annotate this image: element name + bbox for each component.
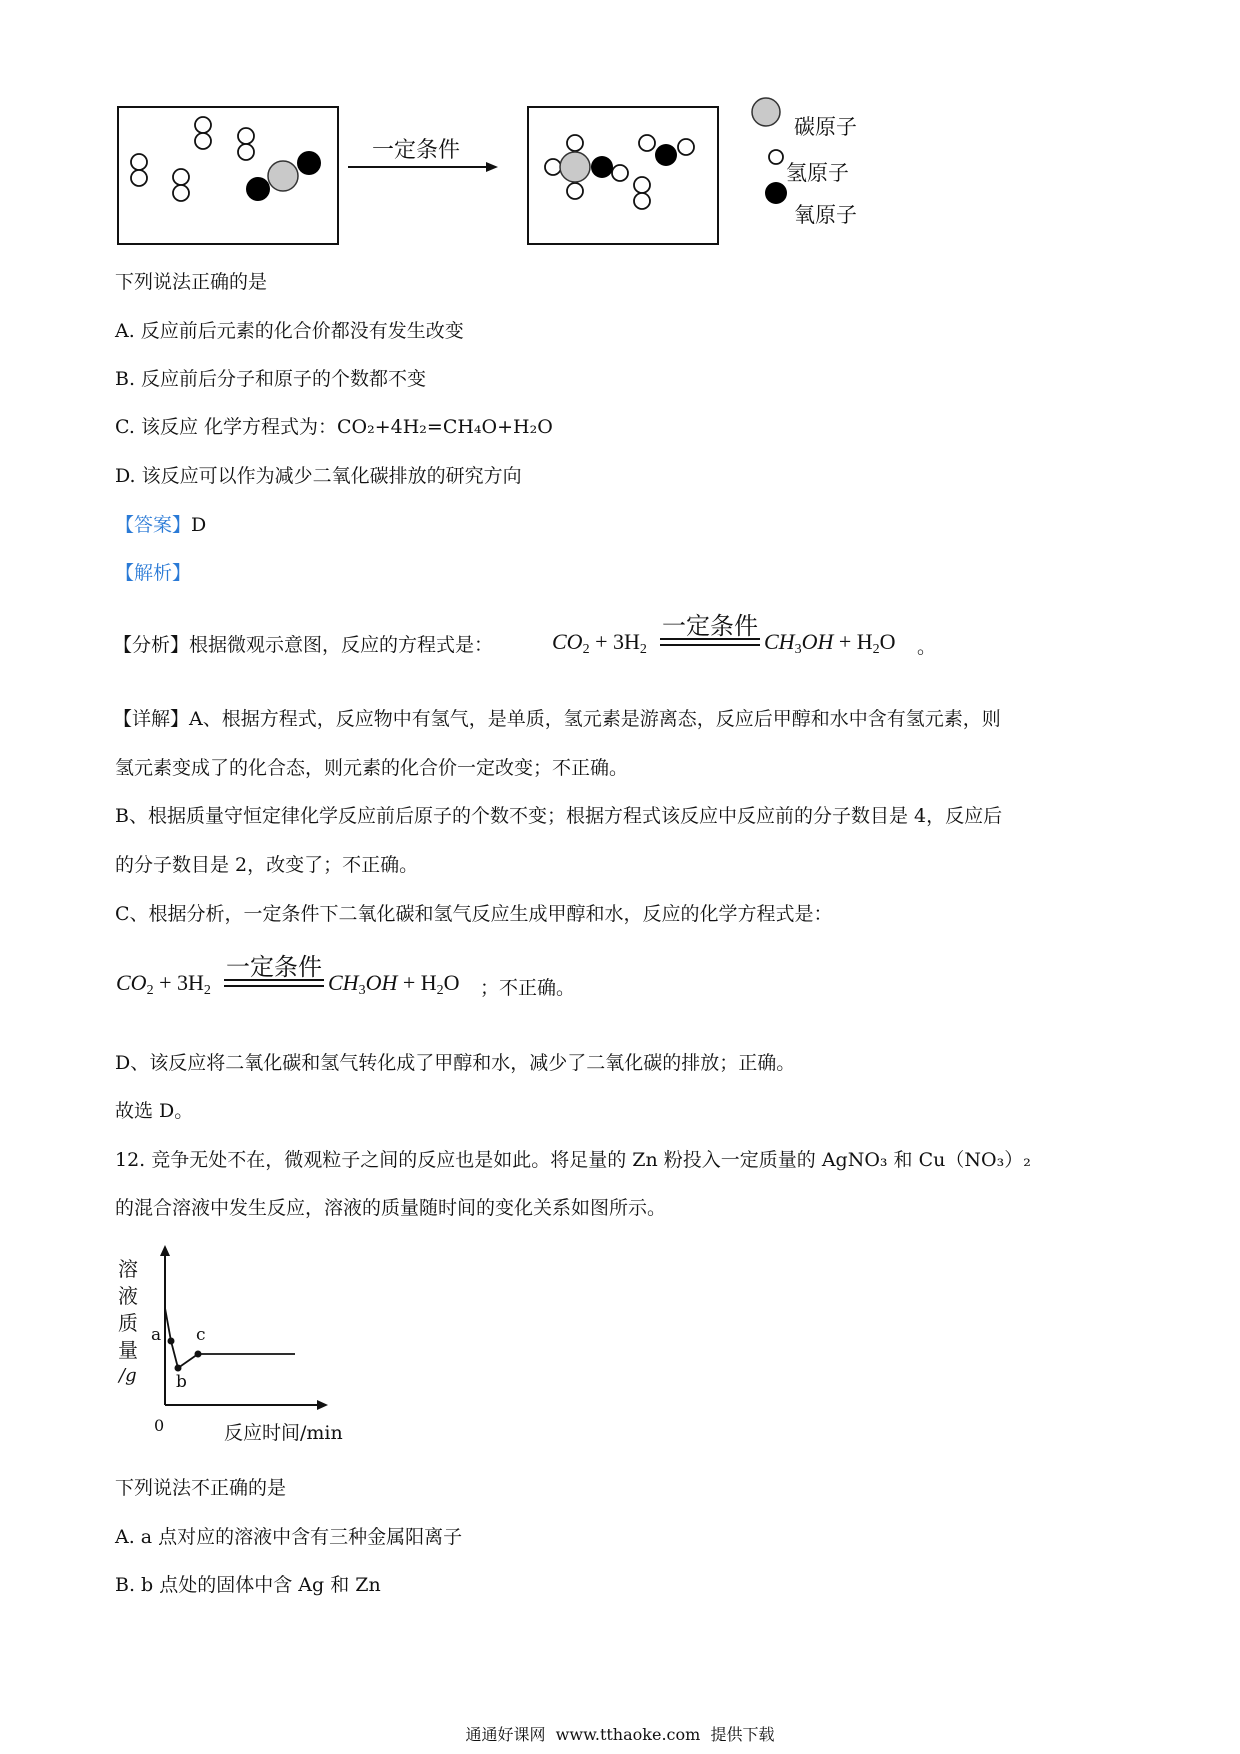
y-label-unit: /g [119,1365,137,1386]
legend-oxygen: 氧原子 [794,203,857,227]
arrow-head [486,162,498,172]
arrow-label: 一定条件 [372,138,461,163]
point-a-label: a [151,1325,162,1345]
detail-line-5: C、根据分析，一定条件下二氧化碳和氢气反应生成甲醇和水，反应的化学方程式是： [115,903,833,925]
q12-stem-line-2: 的混合溶液中发生反应，溶液的质量随时间的变化关系如图所示。 [115,1197,667,1219]
equation-left-2: $CO_2 + 3H_2$ [116,970,211,998]
y-label-2: 液 [118,1284,138,1308]
q11-stem: 下列说法正确的是 [115,271,268,293]
mass-time-graph [110,1240,370,1440]
oxygen-atom-icon [765,182,787,204]
q11-option-a: A. 反应前后元素的化合价都没有发生改变 [115,320,464,342]
equation-left-1: $CO_2 + 3H_2$ [552,629,647,657]
point-c-marker [195,1351,202,1358]
equation-right-2: $CH_3OH + H_2O$ [328,970,460,998]
q11-option-c: C. 该反应 化学方程式为：CO₂+4H₂=CH₄O+H₂O [115,416,553,438]
co2-molecule [246,151,321,201]
reaction-diagram [110,95,890,250]
point-b-marker [175,1365,182,1372]
legend-hydrogen: 氢原子 [786,161,849,185]
analysis-tag: 【解析】 [115,562,192,584]
equation-condition-2: 一定条件 [226,953,322,981]
equation-equals-1 [660,638,760,646]
point-b-label: b [176,1372,187,1392]
answer-value: D [191,514,207,536]
reactants-box [118,107,338,244]
q12-stem-line-1: 12. 竞争无处不在，微观粒子之间的反应也是如此。将足量的 Zn 粉投入一定质量的 AgNO₃ 和 Cu（NO₃）₂ [115,1149,1031,1171]
hydrogen-molecule-right [634,177,650,209]
equation-end-1: 。 [917,636,937,658]
q12-stem-2: 下列说法不正确的是 [115,1477,287,1499]
answer-line [115,512,206,538]
legend-carbon: 碳原子 [794,115,857,139]
conclusion: 故选 D。 [115,1100,194,1122]
water-molecule [639,135,694,166]
detail-line-1: 【详解】A、根据方程式，反应物中有氢气，是单质，氢元素是游离态，反应后甲醇和水中含有氢元素，则 [113,708,1001,730]
y-label-4: 量 [118,1338,138,1362]
y-label-3: 质 [118,1311,138,1335]
x-axis-arrow [317,1400,328,1410]
detail-line-4: 的分子数目是 2，改变了；不正确。 [115,854,419,876]
analysis-prefix: 【分析】根据微观示意图，反应的方程式是： [113,634,494,656]
q11-option-b: B. 反应前后分子和原子的个数都不变 [115,368,427,390]
x-axis-label: 反应时间/min [224,1422,343,1444]
detail-line-d: D、该反应将二氧化碳和氢气转化成了甲醇和水，减少了二氧化碳的排放；正确。 [115,1052,796,1074]
q12-option-a: A. a 点对应的溶液中含有三种金属阳离子 [115,1526,463,1548]
q12-option-b: B. b 点处的固体中含 Ag 和 Zn [115,1574,381,1596]
methanol-molecule [545,135,628,199]
equation-equals-2 [224,979,324,987]
point-a-marker [168,1338,175,1345]
footer-text: 通通好课网 www.tthaoke.com 提供下载 [465,1725,775,1744]
answer-tag: 【答案】 [115,514,192,536]
y-label-1: 溶 [118,1257,138,1281]
point-c-label: c [196,1325,206,1345]
origin-label: 0 [154,1416,165,1435]
equation-end-2: ；不正确。 [480,977,576,999]
hydrogen-molecules-left [131,117,254,201]
analysis-line [113,632,493,658]
mass-curve [165,1308,295,1368]
hydrogen-atom-icon [769,150,783,164]
equation-condition-1: 一定条件 [662,612,758,640]
q11-option-d: D. 该反应可以作为减少二氧化碳排放的研究方向 [115,465,522,487]
detail-line-2: 氢元素变成了的化合态，则元素的化合价一定改变；不正确。 [115,757,629,779]
y-axis-arrow [160,1245,170,1256]
carbon-atom-icon [752,98,780,126]
equation-right-1: $CH_3OH + H_2O$ [764,629,896,657]
detail-line-3: B、根据质量守恒定律化学反应前后原子的个数不变；根据方程式该反应中反应前的分子数目是 4，反应后 [115,805,1003,827]
